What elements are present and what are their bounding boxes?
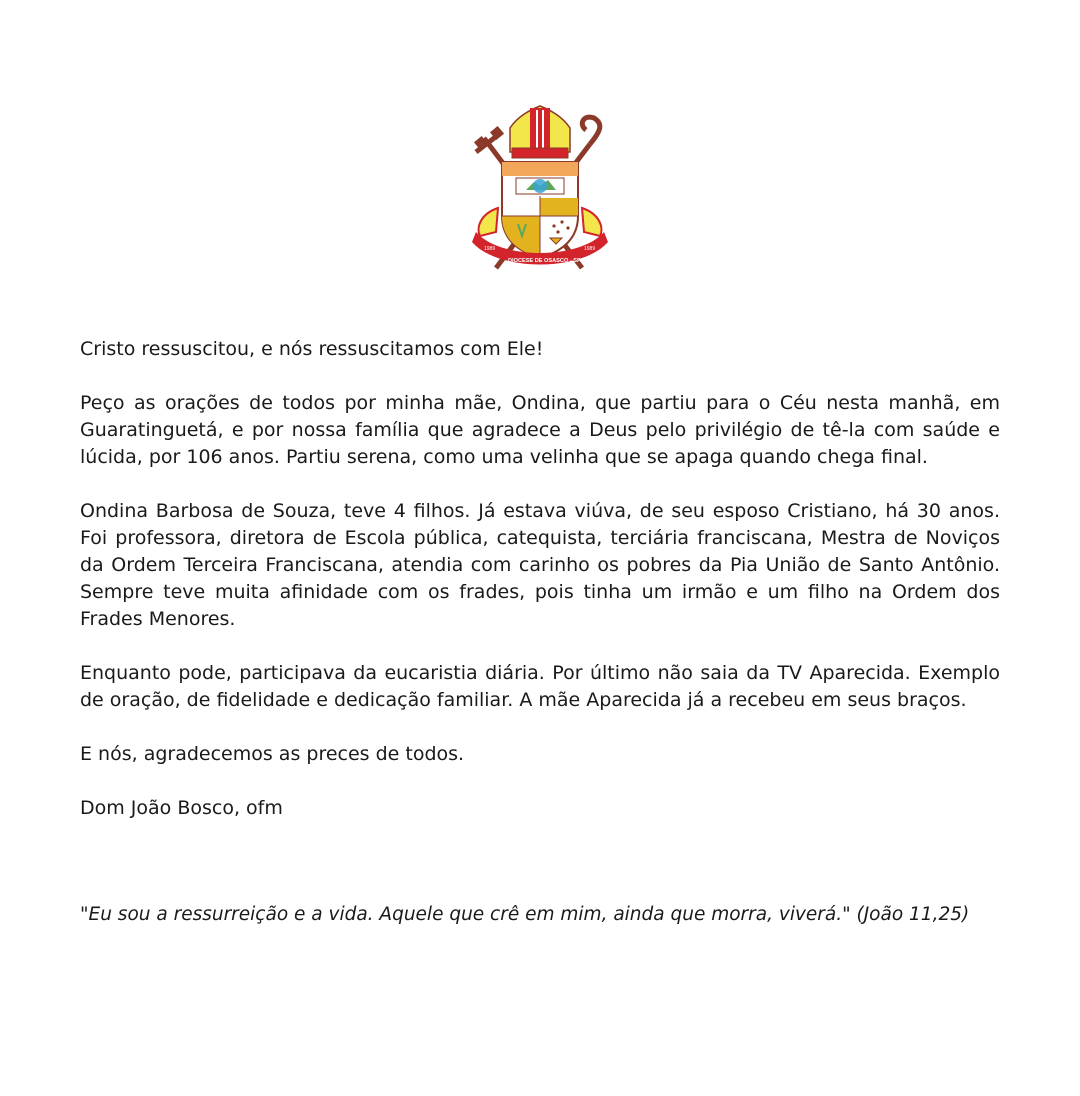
- paragraph-faith: Enquanto pode, participava da eucaristia diária. Por último não saia da TV Aparecida. Exemplo de oração, de fidelidade e dedicação familiar. A mãe Aparecida já a recebeu em seus braços.: [80, 662, 1000, 711]
- thanks-line: E nós, agradecemos as preces de todos.: [80, 743, 465, 765]
- shield-icon: [502, 162, 578, 258]
- paragraph-prayer-request: Peço as orações de todos por minha mãe, Ondina, que partiu para o Céu nesta manhã, em Guaratinguetá, e por nossa família que agradece a Deus pelo privilégio de tê-la com saúde e lúcida, por 106 anos. Partiu serena, como uma velinha que se apaga quando chega final.: [80, 392, 1000, 468]
- letter-body: [80, 336, 1000, 849]
- ribbon-year-left: 1989: [484, 246, 496, 252]
- paragraph-biography: Ondina Barbosa de Souza, teve 4 filhos. Já estava viúva, de seu esposo Cristiano, há 30 anos. Foi professora, diretora de Escola pública, catequista, terciária franciscana, Mestra de Noviços da Ordem Terceira Franciscana, atendia com carinho os pobres da Pia União de Santo Antônio. Sempre teve muita afinidade com os frades, pois tinha um irmão e um filho na Ordem dos Frades Menores.: [80, 500, 1000, 630]
- ribbon-year-right: 1989: [584, 246, 596, 252]
- greeting: Cristo ressuscitou, e nós ressuscitamos com Ele!: [80, 338, 544, 360]
- diocese-coat-of-arms: [470, 104, 610, 272]
- ribbon-diocese-name: DIOCESE DE OSASCO - SP: [508, 258, 581, 264]
- signature: Dom João Bosco, ofm: [80, 797, 283, 819]
- bible-quote: "Eu sou a ressurreição e a vida. Aquele que crê em mim, ainda que morra, viverá." (João 11,25): [80, 904, 970, 925]
- coat-of-arms-graphic: [470, 104, 610, 272]
- mitre-icon: [510, 106, 570, 158]
